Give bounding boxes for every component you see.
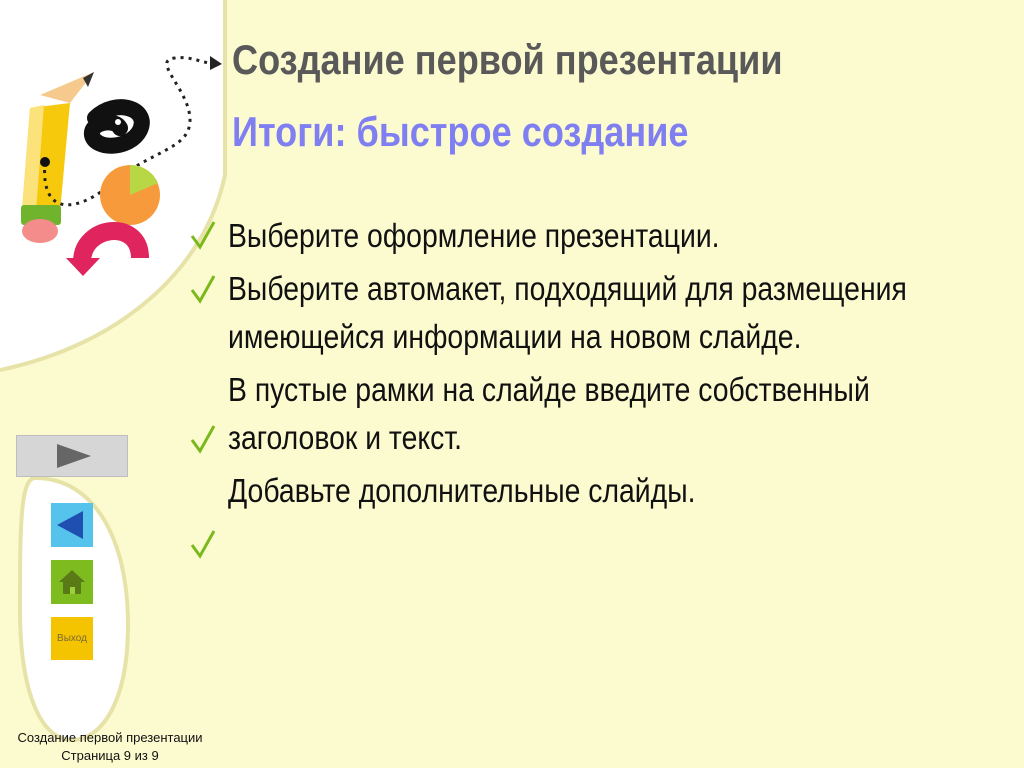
bullet-item [190, 265, 1010, 361]
footer-title: Создание первой презентации [17, 730, 203, 745]
bullet-text: В пустые рамки на слайде введите собственный заголовок и текст. [228, 371, 870, 456]
bullet-text: Добавьте дополнительные слайды. [228, 472, 696, 509]
bullet-item [190, 212, 1010, 260]
footer-page-counter: Страница 9 из 9 [61, 748, 159, 763]
pie-chart-icon [100, 165, 160, 225]
exit-button[interactable]: Выход [51, 617, 93, 660]
previous-slide-button[interactable] [51, 503, 93, 547]
bullet-list [190, 212, 1010, 520]
bullet-item [190, 366, 1010, 462]
house-icon [51, 560, 93, 604]
triangle-right-icon [17, 436, 127, 476]
curl-icon [92, 107, 142, 145]
bullet-item [190, 467, 1010, 515]
home-button[interactable] [51, 560, 93, 604]
page-subtitle: Итоги: быстрое создание [232, 108, 689, 155]
triangle-left-icon [51, 503, 93, 547]
bullet-check-icon-4 [192, 531, 214, 556]
page-title: Создание первой презентации [232, 36, 783, 83]
next-slide-button[interactable] [16, 435, 128, 477]
bullet-text: Выберите оформление презентации. [228, 217, 720, 254]
bullet-text: Выберите автомакет, подходящий для размещения имеющейся информации на новом слайде. [228, 270, 907, 355]
